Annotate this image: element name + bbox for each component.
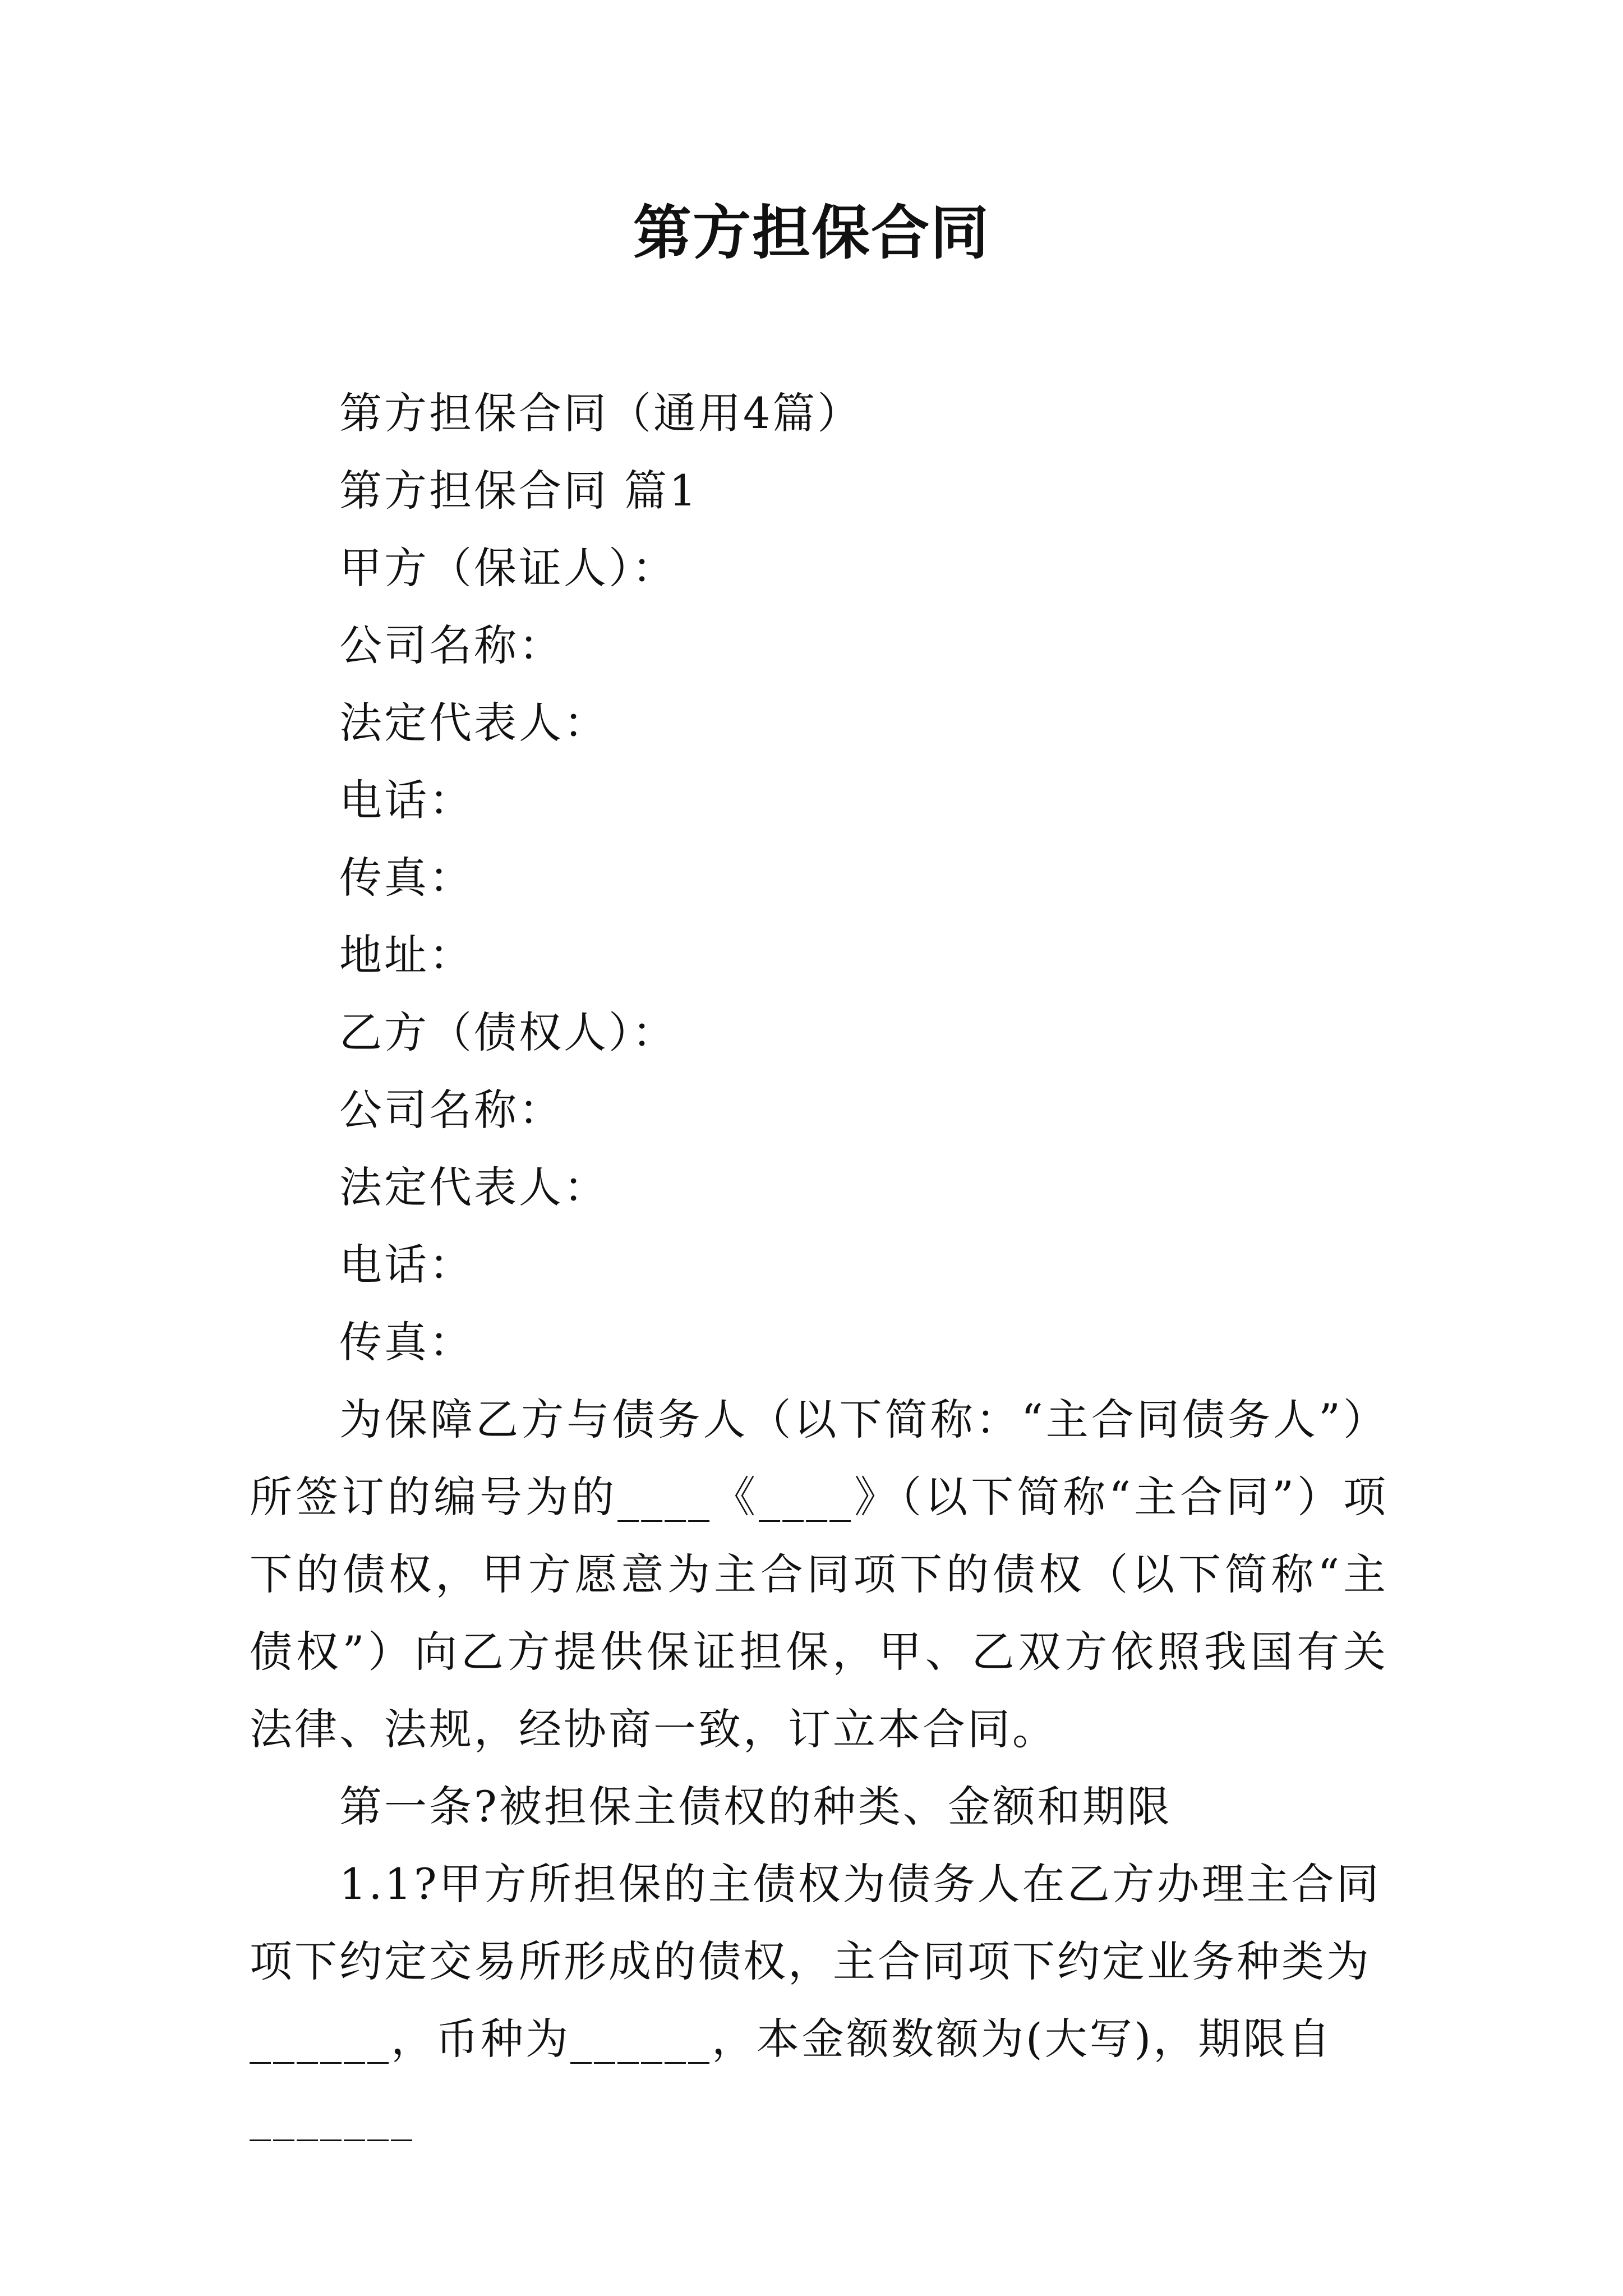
clause-1-1-paragraph: 1.1?甲方所担保的主债权为债务人在乙方办理主合同项下约定交易所形成的债权，主合同项下约定业务种类为______，币种为______，本金额数额为(大写)，期限自_______ (250, 1859, 1381, 2141)
article-1-heading: 第一条?被担保主债权的种类、金额和期限 (339, 1782, 1172, 1832)
section-heading-1: 第方担保合同 篇1 (339, 466, 699, 516)
party-a-fax: 传真： (339, 853, 474, 903)
party-b-fax: 传真： (339, 1317, 474, 1367)
document-title: 第方担保合同 (633, 198, 990, 267)
document-body (250, 375, 1388, 2155)
party-b-legal-rep: 法定代表人： (339, 1162, 608, 1212)
party-a-address: 地址： (339, 930, 474, 980)
doc-subtitle: 第方担保合同（通用4篇） (339, 388, 863, 438)
party-b-company-name: 公司名称： (339, 1085, 564, 1135)
party-b-heading: 乙方（债权人）： (339, 1007, 677, 1057)
party-a-heading: 甲方（保证人）： (339, 543, 677, 593)
party-a-legal-rep: 法定代表人： (339, 698, 608, 748)
party-a-company-name: 公司名称： (339, 620, 564, 670)
preamble-paragraph: 为保障乙方与债务人（以下简称：“主合同债务人”）所签订的编号为的____《____》（以下简称“主合同”）项下的债权，甲方愿意为主合同项下的债权（以下简称“主债权”）向乙方提供保证担保，甲、乙双方依照我国有关法律、法规，经协商一致，订立本合同。 (250, 1395, 1388, 1754)
party-a-phone: 电话： (339, 775, 474, 825)
party-b-phone: 电话： (339, 1240, 474, 1290)
